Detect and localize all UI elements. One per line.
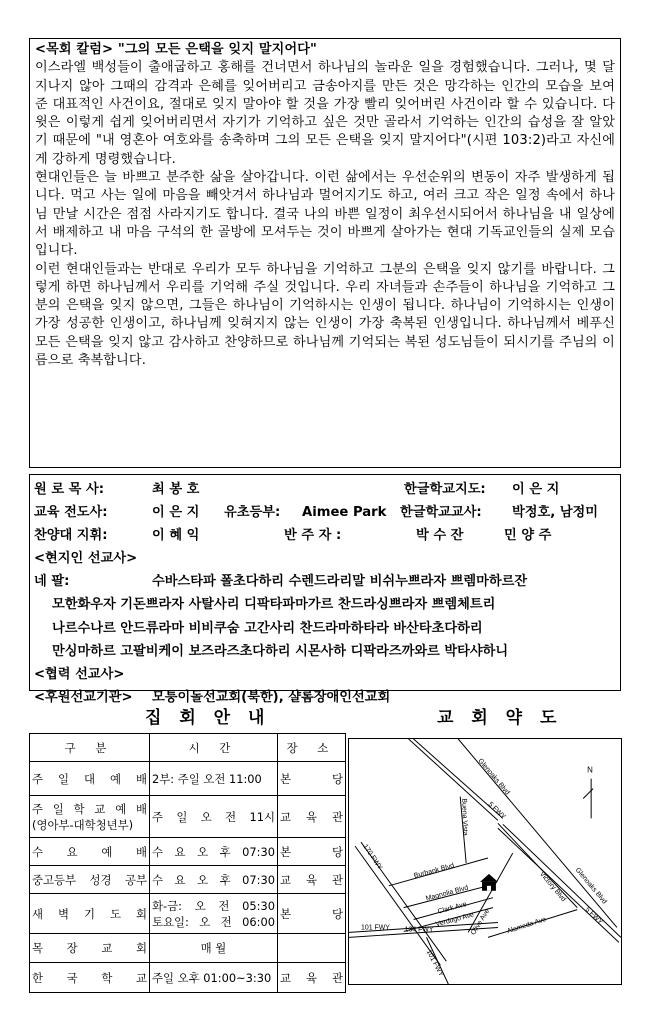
table-row — [30, 894, 346, 934]
staff-name: 이 혜 익 — [152, 528, 200, 544]
event-name: 주 일 대 예 배 — [30, 762, 150, 796]
staff-row — [34, 478, 616, 501]
event-time: 주일 오후 01:00~3:30 — [150, 963, 278, 993]
street-label: Alameda Ave — [506, 916, 548, 936]
table-row — [30, 963, 346, 993]
staff-label: 반 주 자 : — [284, 528, 342, 544]
street-label: Clark Ave — [437, 901, 468, 916]
event-place — [278, 934, 346, 963]
staff-label: 한글학교교사: — [400, 505, 482, 521]
event-time: 수 요 오 후 07:30 — [150, 866, 278, 894]
staff-name: 이 은 지 — [512, 482, 560, 497]
church-icon — [480, 874, 498, 891]
staff-label: 교육 전도사: — [34, 505, 108, 521]
column-paragraph: 이런 현대인들과는 반대로 우리가 모두 하나님을 기억하고 그분의 은택을 잊지 않기를 바랍니다. 그렇게 하면 하나님께서 우리를 기억해 주실 것입니다. 우리 자녀들과 손주들이 하나님을 기억하고 그분의 은택을 잊지 않으면, 그들은 하나님이 기억하시는 인생이 됩니다. 하나님이 기억하시는 인생이 가장 성공한 인생이고, 하나님께 잊혀지지 않는 인생이 가장 축복된 인생입니다. 하나님께서 베푸신 모든 은택을 잊지 않고 감사하고 찬양하므로 하나님께 기억되는 복된 성도님들이 되시기를 주님의 이름으로 축복합니다. — [35, 261, 615, 369]
staff-name: Aimee Park — [302, 505, 387, 521]
staff-section — [29, 474, 621, 705]
missionary-names: 나르수나르 안드류라마 비비쿠숨 고간사리 찬드라마하타라 바산타초다하리 — [52, 620, 483, 636]
sponsor-heading: <후원선교기관> — [34, 689, 133, 705]
street-label: 101 FWY — [361, 924, 390, 932]
staff-label: 찬양대 지휘: — [34, 528, 108, 544]
street-label: 134 FWY — [404, 926, 434, 934]
table-row — [30, 866, 346, 894]
column-header: 시 간 — [150, 734, 278, 762]
street-label: 101 FWY — [424, 948, 445, 978]
staff-name: 박정호, 남정미 — [512, 505, 599, 521]
table-header-row — [30, 734, 346, 762]
staff-row — [34, 524, 616, 547]
local-missionaries-heading: <현지인 선교사> — [34, 551, 138, 567]
missionary-names: 만싱마하르 고팔비케이 보즈라즈초다하리 시몬사하 디팍라즈까와르 박타샤하니 — [52, 643, 509, 659]
cooperating-heading: <협력 선교사> — [34, 666, 125, 682]
event-place: 교 육 관 — [278, 866, 346, 894]
street-label: Glenoaks Blvd — [573, 866, 608, 906]
event-subtitle: (영아부-대학청년부) — [32, 817, 134, 832]
column-title: <목회 칼럼> "그의 모든 은택을 잊지 말지어다" — [35, 42, 318, 57]
sponsor-names: 모퉁이돌선교회(북한), 샬롬장애인선교회 — [152, 689, 391, 705]
event-time-cell — [150, 894, 278, 934]
staff-label: 원 로 목 사: — [34, 482, 105, 497]
event-time: 주 일 오 전 11시 — [150, 796, 278, 838]
street-label: Burbank Blvd — [413, 862, 455, 880]
missionary-names: 모한화우자 기돈쁘라자 사탈사리 디팍타파마가르 찬드라싱쁘라자 쁘렘체트리 — [52, 597, 496, 613]
pastor-column — [29, 38, 621, 468]
street-label: Glenoaks Blvd — [476, 757, 511, 797]
event-place: 본 당 — [278, 762, 346, 796]
table-row — [30, 796, 346, 838]
staff-name: 최 봉 호 — [152, 482, 200, 497]
event-name: 수 요 예 배 — [30, 838, 150, 866]
event-name: 새 벽 기 도 회 — [30, 894, 150, 934]
column-header: 장 소 — [278, 734, 346, 762]
event-name-cell — [30, 796, 150, 838]
map-drawing — [349, 739, 621, 984]
street-label: Victory Blvd — [538, 870, 567, 904]
column-header: 구 분 — [30, 734, 150, 762]
event-place: 교 육 관 — [278, 796, 346, 838]
schedule-table — [29, 733, 346, 993]
staff-name: 이 은 지 — [152, 505, 200, 521]
staff-name: 민 양 주 — [504, 528, 552, 544]
street-label: 5 FWY — [486, 800, 507, 821]
street-label: Verdugo Ave — [435, 911, 475, 929]
map-heading: 교 회 약 도 — [437, 708, 563, 728]
event-name: 한 국 학 교 — [30, 963, 150, 993]
column-paragraph: 현대인들은 늘 바쁘고 분주한 삶을 살아갑니다. 이런 삶에서는 우선순위의 변동이 자주 발생하게 됩니다. 먹고 사는 일에 마음을 빼앗겨서 하나님과 멀어지기도 하고, 여러 크고 작은 일정 속에서 하나님 만날 시간은 점점 사라지기도 합니다. 결국 나의 바쁜 일정이 최우선시되어서 하나님을 내 일상에서 배제하고 내 마음 구석의 한 골방에 모셔두는 것이 바쁘게 살아가는 현대 기독교인들의 실제 모습입니다. — [35, 170, 615, 259]
staff-label: 유초등부: — [224, 505, 281, 521]
event-time: 토요일: 오 전 06:00 — [152, 914, 275, 929]
table-row — [30, 838, 346, 866]
staff-name: 박 수 잔 — [416, 528, 464, 544]
table-row — [30, 934, 346, 963]
column-paragraph: 이스라엘 백성들이 출애굽하고 홍해를 건너면서 하나님의 놀라운 일을 경험했습니다. 그러나, 몇 달 지나지 않아 그때의 감격과 은혜를 잊어버리고 금송아지를 만든 것은 망각하는 인간의 모습을 보여 준 대표적인 사건이요, 절대로 잊지 말아야 할 것을 가장 빨리 잊어버린 사건이라 할 수 있습니다. 다윗은 이렇게 쉽게 잊어버리면서 자기가 기억하고 싶은 것만 골라서 기억하는 인간의 습성을 잘 알았기 때문에 "내 영혼아 여호와를 송축하며 그의 모든 은택을 잊지 말지어다"(시편 103:2)라고 자신에게 강하게 명령했습니다. — [35, 60, 615, 167]
street-label: Buena Vista — [460, 798, 469, 836]
street-label: Magnolia Blvd — [425, 884, 470, 903]
event-time: 2부: 주일 오전 11:00 — [150, 762, 278, 796]
event-place: 본 당 — [278, 838, 346, 866]
missionary-names: 수바스타파 폴초다하리 수렌드라리말 비쉬누쁘라자 쁘렘마하르잔 — [152, 574, 528, 590]
street-label: 170 FWY — [361, 843, 384, 872]
event-place: 교 육 관 — [278, 963, 346, 993]
staff-row — [34, 501, 616, 524]
event-place: 본 당 — [278, 894, 346, 934]
event-time: 화-금: 오 전 05:30 — [152, 898, 275, 913]
event-name: 목 장 교 회 — [30, 934, 150, 963]
church-map — [348, 738, 622, 985]
event-name: 중고등부 성경 공부 — [30, 866, 150, 894]
schedule-heading: 집 회 안 내 — [145, 708, 271, 728]
event-name: 주 일 학 교 예 배 — [32, 801, 147, 816]
staff-label: 한글학교지도: — [404, 482, 486, 497]
north-label: N — [587, 765, 593, 775]
nepal-row — [34, 570, 616, 593]
street-label: Olive Ave — [469, 907, 492, 937]
event-time: 매 월 — [150, 934, 278, 963]
event-time: 수 요 오 후 07:30 — [150, 838, 278, 866]
street-label: 5 FWY — [583, 906, 604, 927]
table-row — [30, 762, 346, 796]
nepal-label: 네 팔: — [34, 574, 70, 590]
